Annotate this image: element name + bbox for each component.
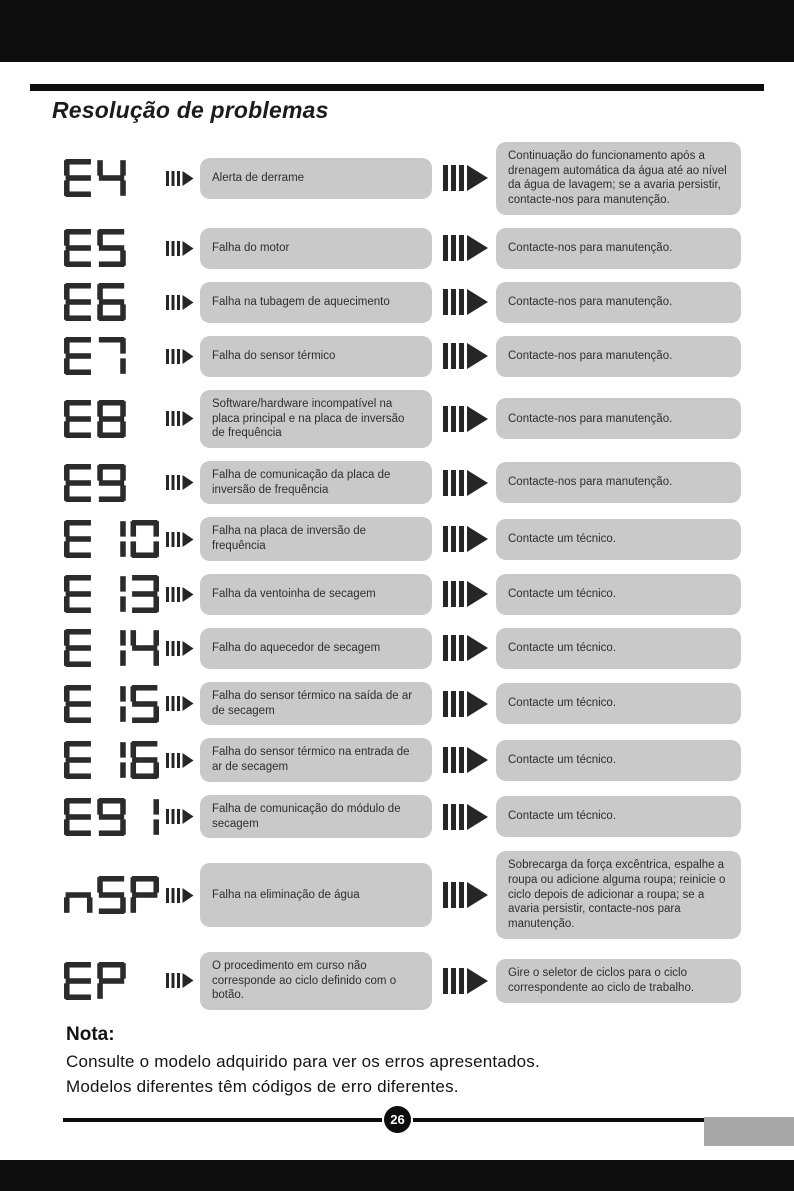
error-description: Falha do motor xyxy=(200,228,432,269)
striped-right-arrow-icon xyxy=(442,406,488,432)
striped-right-arrow-icon xyxy=(166,809,196,824)
striped-right-arrow-icon xyxy=(166,888,196,903)
error-row xyxy=(30,795,764,838)
error-solution: Contacte um técnico. xyxy=(496,683,741,724)
error-code-display xyxy=(30,798,166,836)
striped-right-arrow-icon xyxy=(166,641,196,656)
error-row xyxy=(30,628,764,669)
error-description: Falha do aquecedor de secagem xyxy=(200,628,432,669)
top-bar xyxy=(0,0,794,62)
error-description: Falha na eliminação de água xyxy=(200,863,432,927)
error-solution: Sobrecarga da força excêntrica, espalhe a roupa ou adicione alguma roupa; reinicie o ciclo depois de adicionar a roupa; se a avaria persistir, contacte-nos para manutenção. xyxy=(496,851,741,939)
striped-right-arrow-icon xyxy=(442,691,488,717)
error-row xyxy=(30,390,764,448)
striped-right-arrow-icon xyxy=(442,470,488,496)
error-description: Falha da ventoinha de secagem xyxy=(200,574,432,615)
striped-right-arrow-icon xyxy=(442,747,488,773)
error-row xyxy=(30,574,764,615)
bottom-bar xyxy=(0,1160,794,1191)
error-row xyxy=(30,142,764,215)
striped-right-arrow-icon xyxy=(442,968,488,994)
striped-right-arrow-icon xyxy=(442,165,488,191)
striped-right-arrow-icon xyxy=(442,235,488,261)
striped-right-arrow-icon xyxy=(166,475,196,490)
error-code-display xyxy=(30,575,166,613)
error-code-display xyxy=(30,629,166,667)
error-code-display xyxy=(30,283,166,321)
error-description: O procedimento em curso não corresponde ao ciclo definido com o botão. xyxy=(200,952,432,1010)
error-row xyxy=(30,517,764,560)
error-description: Falha na tubagem de aquecimento xyxy=(200,282,432,323)
note-section xyxy=(30,1024,764,1099)
error-rows xyxy=(30,142,764,1010)
error-code-display xyxy=(30,400,166,438)
striped-right-arrow-icon xyxy=(442,882,488,908)
page-title: Resolução de problemas xyxy=(52,97,329,123)
note-line: Modelos diferentes têm códigos de erro diferentes. xyxy=(66,1076,459,1096)
page-content xyxy=(30,84,764,1101)
error-code-display xyxy=(30,520,166,558)
error-solution: Contacte-nos para manutenção. xyxy=(496,228,741,269)
error-description: Falha do sensor térmico xyxy=(200,336,432,377)
striped-right-arrow-icon xyxy=(442,526,488,552)
error-description: Alerta de derrame xyxy=(200,158,432,199)
footer-rule-left xyxy=(63,1118,382,1122)
striped-right-arrow-icon xyxy=(166,696,196,711)
striped-right-arrow-icon xyxy=(166,587,196,602)
striped-right-arrow-icon xyxy=(442,581,488,607)
error-description: Falha na placa de inversão de frequência xyxy=(200,517,432,560)
error-row xyxy=(30,738,764,781)
striped-right-arrow-icon xyxy=(166,295,196,310)
error-solution: Contacte um técnico. xyxy=(496,519,741,560)
footer-rule-right xyxy=(413,1118,732,1122)
error-solution: Contacte um técnico. xyxy=(496,796,741,837)
striped-right-arrow-icon xyxy=(442,289,488,315)
striped-right-arrow-icon xyxy=(166,411,196,426)
error-description: Software/hardware incompatível na placa principal e na placa de inversão de frequência xyxy=(200,390,432,448)
title-rule xyxy=(30,84,764,91)
error-row xyxy=(30,336,764,377)
striped-right-arrow-icon xyxy=(166,532,196,547)
error-code-display xyxy=(30,464,166,502)
error-solution: Gire o seletor de ciclos para o ciclo correspondente ao ciclo de trabalho. xyxy=(496,959,741,1002)
error-description: Falha do sensor térmico na entrada de ar de secagem xyxy=(200,738,432,781)
error-solution: Contacte um técnico. xyxy=(496,740,741,781)
error-row xyxy=(30,228,764,269)
error-code-display xyxy=(30,876,166,914)
error-description: Falha de comunicação da placa de inversão de frequência xyxy=(200,461,432,504)
page-number-badge xyxy=(384,1106,411,1133)
error-row xyxy=(30,682,764,725)
page-number: 26 xyxy=(390,1112,405,1127)
striped-right-arrow-icon xyxy=(442,343,488,369)
error-row xyxy=(30,461,764,504)
striped-right-arrow-icon xyxy=(442,804,488,830)
striped-right-arrow-icon xyxy=(166,973,196,988)
error-solution: Contacte-nos para manutenção. xyxy=(496,282,741,323)
note-line: Consulte o modelo adquirido para ver os erros apresentados. xyxy=(66,1051,540,1071)
striped-right-arrow-icon xyxy=(442,635,488,661)
error-code-display xyxy=(30,159,166,197)
error-solution: Contacte-nos para manutenção. xyxy=(496,462,741,503)
error-solution: Contacte-nos para manutenção. xyxy=(496,398,741,439)
error-solution: Continuação do funcionamento após a drenagem automática da água até ao nível da água de lavagem; se a avaria persistir, contacte-nos para manutenção. xyxy=(496,142,741,215)
error-code-display xyxy=(30,685,166,723)
page-footer xyxy=(63,1106,732,1133)
error-code-display xyxy=(30,962,166,1000)
error-row xyxy=(30,282,764,323)
error-code-display xyxy=(30,229,166,267)
note-heading: Nota: xyxy=(66,1023,115,1045)
error-code-display xyxy=(30,741,166,779)
error-row xyxy=(30,952,764,1010)
error-row xyxy=(30,851,764,939)
striped-right-arrow-icon xyxy=(166,349,196,364)
error-solution: Contacte um técnico. xyxy=(496,628,741,669)
corner-tab xyxy=(704,1117,794,1146)
striped-right-arrow-icon xyxy=(166,171,196,186)
striped-right-arrow-icon xyxy=(166,241,196,256)
error-description: Falha do sensor térmico na saída de ar de secagem xyxy=(200,682,432,725)
error-solution: Contacte-nos para manutenção. xyxy=(496,336,741,377)
error-code-display xyxy=(30,337,166,375)
error-description: Falha de comunicação do módulo de secagem xyxy=(200,795,432,838)
error-solution: Contacte um técnico. xyxy=(496,574,741,615)
striped-right-arrow-icon xyxy=(166,753,196,768)
